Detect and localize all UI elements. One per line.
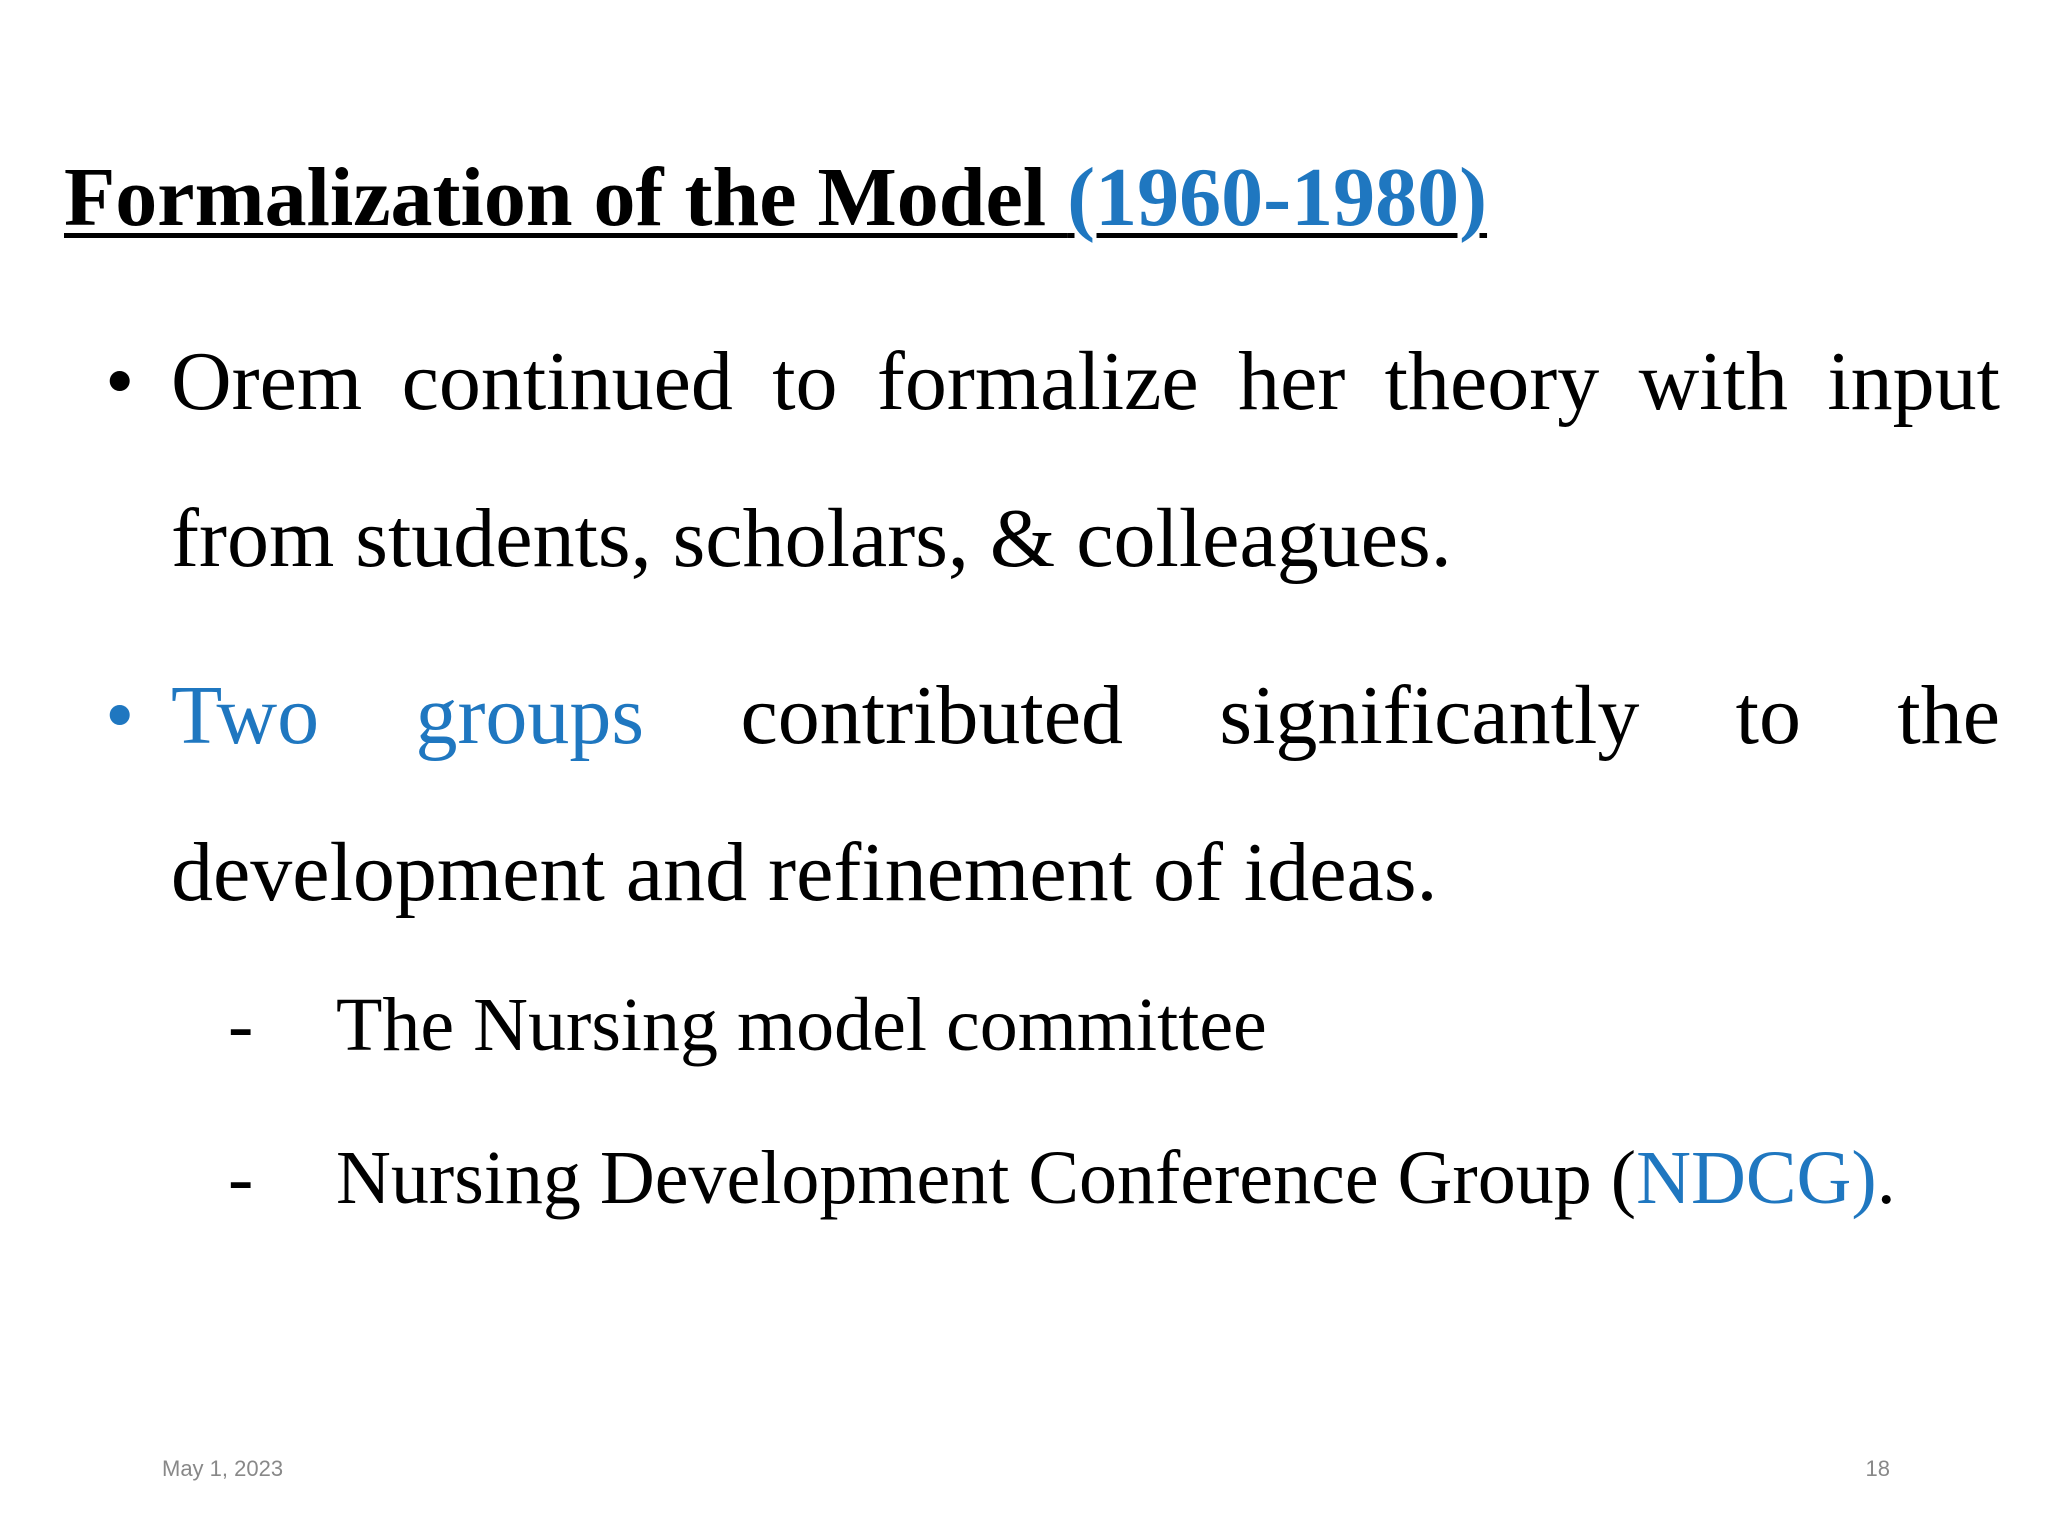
footer-page-number: 18 (1865, 1456, 1890, 1481)
bullet-marker: • (105, 335, 135, 428)
footer-date: May 1, 2023 (162, 1456, 284, 1481)
sub-item-highlight: NDCG) (1636, 1136, 1877, 1220)
sub-item-dash: - (228, 1136, 254, 1220)
bullet-text (171, 637, 2000, 951)
bullet-body: contributed significantly to the development and refinement of ideas. (171, 669, 2000, 919)
title-main: Formalization of the Model (64, 151, 1068, 244)
bullet-marker: • (105, 669, 135, 762)
slide-title (64, 148, 1487, 249)
bullet-item (105, 637, 2000, 951)
sub-item-text: The Nursing model committee (336, 983, 1267, 1067)
sub-item-suffix: . (1876, 1136, 1896, 1220)
title-years: (1960-1980) (1067, 151, 1488, 244)
sub-item-text: Nursing Development Conference Group ( (336, 1136, 1637, 1220)
sub-item (228, 975, 1267, 1075)
bullet-item (105, 303, 2000, 617)
bullet-text: Orem continued to formalize her theory with input from students, scholars, & colleagues. (171, 335, 2000, 585)
sub-item (228, 1128, 1896, 1228)
bullet-highlight: Two groups (171, 669, 645, 762)
sub-item-dash: - (228, 983, 254, 1067)
